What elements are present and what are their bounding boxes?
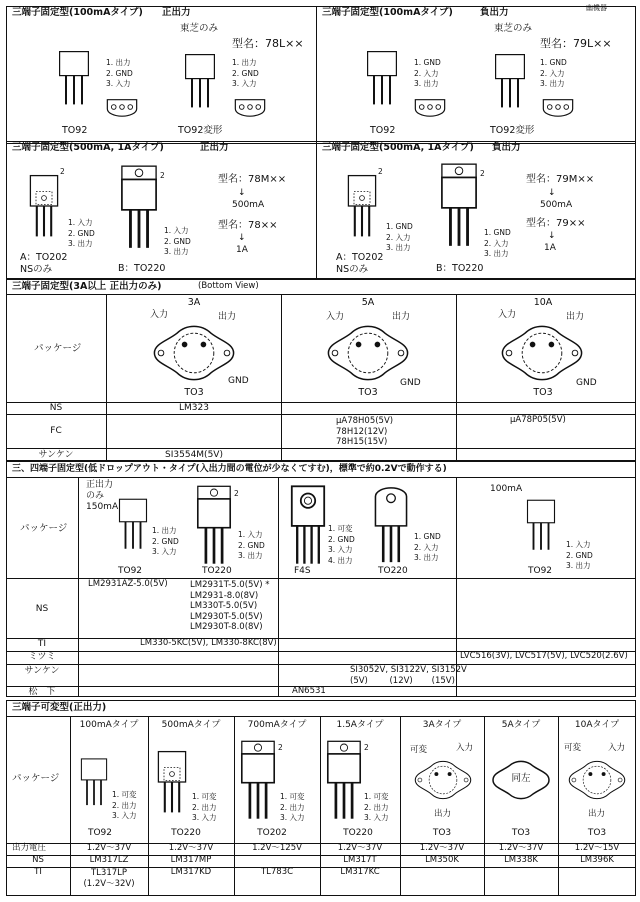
part-number: LM396K: [580, 855, 614, 865]
package-label: A：TO202 NSのみ: [336, 252, 384, 275]
current-rating: 500mA: [232, 200, 265, 210]
polarity-label: 正出力: [200, 142, 229, 153]
row-label-package: パッケージ: [34, 343, 82, 354]
toshiba-only-note: 東芝のみ: [494, 23, 533, 34]
f4s-package-icon: [290, 484, 326, 566]
row-label-package: パッケージ: [12, 773, 60, 784]
section-title: 三端子固定型(100mAタイプ): [322, 7, 453, 18]
part-number: LM323: [179, 403, 209, 413]
part-number: TL783C: [260, 867, 294, 877]
pin-list: 1. GND 2. 入力 3. 出力: [386, 222, 413, 252]
part-number: LM2931T-5.0(5V) * LM2931-8.0(8V) LM330T-5.0(5V) LM2930T-5.0(5V) LM2930T-8.0(8V): [190, 580, 270, 632]
pin-in-label: 入力: [150, 310, 169, 320]
section-title: 三端子固定型(500mA, 1Aタイプ): [322, 142, 474, 153]
model-name: 型名：78××: [218, 220, 278, 231]
pin-out-label: 出力: [218, 312, 237, 322]
table-rule: [234, 716, 235, 896]
to92-variant-package-icon: [494, 40, 526, 122]
pin-list: 1. 可変 2. 出力 3. 入力: [192, 792, 217, 822]
package-label: TO202: [257, 828, 287, 838]
pin-list: 1. 可変 2. GND 3. 入力 4. 出力: [328, 524, 355, 565]
part-number: TL317LP (1.2V～32V): [83, 868, 135, 889]
model-name: 型名：79M××: [526, 174, 595, 185]
pin2-mark: 2: [60, 167, 65, 176]
to202-package-icon: [156, 740, 188, 824]
to92-package-icon: [118, 484, 148, 564]
pin-list: 1. 入力 2. GND 3. 出力: [566, 540, 593, 570]
maker-label: TI: [34, 867, 42, 877]
to3-package-icon: [410, 756, 476, 804]
model-name: 型名：78M××: [218, 174, 287, 185]
pin-in-label: 入力: [326, 312, 345, 322]
pin-in-label: 入力: [608, 743, 626, 753]
table-rule: [6, 294, 636, 295]
table-rule: [281, 294, 282, 461]
to220-package-icon: [196, 482, 232, 568]
part-number: LM330-5KC(5V), LM330-8KC(8V): [140, 638, 277, 648]
type-col-header: 500mAタイプ: [161, 720, 221, 730]
maker-label: 松 下: [28, 687, 56, 697]
to92-bottom-view-icon: [408, 96, 452, 118]
part-number: LM350K: [425, 855, 459, 865]
to220-package-icon: [240, 736, 276, 824]
model-name: 型名：78L××: [232, 37, 304, 50]
polarity-label: 負出力: [492, 142, 521, 153]
to92-bottom-view-icon: [536, 96, 580, 118]
output-voltage: 1.2V～15V: [574, 843, 620, 853]
row-label: 出力電圧: [12, 843, 47, 853]
table-rule: [456, 294, 457, 461]
bottom-view-note: (Bottom View): [198, 281, 259, 291]
part-number: LM2931AZ-5.0(5V): [88, 579, 168, 589]
part-number: LM317KC: [340, 867, 380, 877]
maker-label: TI: [37, 639, 47, 649]
package-label: B：TO220: [118, 263, 166, 274]
pin-list: 1. GND 2. 入力 3. 出力: [484, 228, 511, 258]
pin-gnd-label: GND: [576, 378, 597, 388]
maker-label: ミツミ: [28, 652, 56, 662]
current-col-header: 10A: [533, 297, 553, 308]
part-number: SI3052V, SI3122V, SI3152V (5V) (12V) (15V): [350, 665, 467, 686]
pin-list: 1. 入力 2. GND 3. 出力: [164, 226, 191, 256]
package-label: F4S: [294, 566, 311, 576]
package-label: TO220: [202, 566, 232, 576]
pin2-mark: 2: [160, 171, 165, 180]
current-col-header: 5A: [361, 297, 375, 308]
pin2-mark: 2: [234, 489, 239, 498]
to92-package-icon: [366, 36, 398, 120]
pin2-mark: 2: [364, 743, 369, 752]
package-label: TO3: [358, 387, 378, 398]
part-number: LM317MP: [170, 855, 212, 865]
to92-variant-package-icon: [184, 40, 216, 122]
table-rule: [106, 294, 107, 461]
package-label: TO92: [62, 125, 88, 136]
table-rule: [6, 716, 636, 717]
package-label: TO3: [184, 387, 204, 398]
part-number: μA78P05(5V): [510, 415, 566, 425]
row-label-package: パッケージ: [20, 523, 68, 534]
pin-list: 1. 可変 2. 出力 3. 入力: [112, 790, 137, 820]
current-rating: 500mA: [540, 200, 573, 210]
to92-bottom-view-icon: [228, 96, 272, 118]
package-label: TO92: [87, 828, 113, 838]
package-label: TO3: [432, 828, 452, 838]
pin-out-label: 出力: [588, 809, 606, 819]
section-title: 三端子固定型(100mAタイプ): [12, 7, 143, 18]
pin-out-label: 出力: [392, 312, 411, 322]
polarity-label: 負出力: [480, 7, 509, 18]
section-title: 三端子可変型(正出力): [12, 702, 107, 713]
pin-list: 1. 可変 2. 出力 3. 入力: [364, 792, 389, 822]
pin-list: 1. 可変 2. 出力 3. 入力: [280, 792, 305, 822]
pin-list: 1. GND 2. 入力 3. 出力: [540, 58, 567, 88]
table-rule: [6, 402, 636, 403]
output-voltage: 1.2V～37V: [168, 843, 214, 853]
pin-gnd-label: GND: [400, 378, 421, 388]
table-rule: [484, 716, 485, 896]
part-number: LM317LZ: [89, 855, 129, 865]
top-right-mark: 幽機器: [586, 4, 607, 12]
package-label: TO92: [118, 566, 143, 576]
maker-label: NS: [32, 855, 44, 865]
to3-package-icon: [564, 756, 630, 804]
package-label: TO3: [511, 828, 531, 838]
part-number: LM317T: [343, 855, 377, 865]
current-note: 100mA: [490, 484, 523, 494]
pin-adj-label: 可変: [564, 743, 582, 753]
type-col-header: 700mAタイプ: [247, 720, 307, 730]
output-voltage: 1.2V～37V: [86, 843, 132, 853]
package-label: TO220: [378, 566, 408, 576]
current-rating: 1A: [236, 245, 248, 255]
output-voltage: 1.2V～37V: [337, 843, 383, 853]
pin-out-label: 出力: [566, 312, 585, 322]
to220-package-icon: [372, 484, 410, 566]
table-rule: [6, 477, 636, 478]
to220-package-icon: [326, 736, 362, 824]
model-name: 型名：79L××: [540, 37, 612, 50]
pin-list: 1. 出力 2. GND 3. 入力: [232, 58, 259, 88]
pin-gnd-label: GND: [228, 376, 249, 386]
type-col-header: 100mAタイプ: [79, 720, 139, 730]
pin-list: 1. 出力 2. GND 3. 入力: [152, 526, 179, 556]
part-number: LM338K: [504, 855, 538, 865]
pin-list: 1. 入力 2. GND 3. 出力: [68, 218, 95, 248]
pin-list: 1. GND 2. 入力 3. 出力: [414, 532, 441, 562]
current-col-header: 3A: [187, 297, 201, 308]
maker-label: サンケン: [24, 666, 60, 676]
divider: [316, 141, 317, 279]
part-number: μA78H05(5V) 78H12(12V) 78H15(15V): [336, 416, 394, 447]
positive-only-note: 正出力 のみ 150mA: [86, 480, 119, 512]
package-label: TO220: [343, 828, 373, 838]
section-title: 三、四端子固定型(低ドロップアウト・タイプ(入出力間の電位が少なくてすむ)，標準で約0.2Vで動作する): [12, 464, 447, 474]
type-col-header: 1.5Aタイプ: [336, 720, 384, 730]
section-title: 三端子固定型(3A以上 正出力のみ): [12, 281, 162, 292]
package-label: TO220: [171, 828, 201, 838]
table-rule: [148, 716, 149, 896]
pin2-mark: 2: [480, 169, 485, 178]
polarity-label: 正出力: [162, 7, 191, 18]
pin2-mark: 2: [278, 743, 283, 752]
package-label: B：TO220: [436, 263, 484, 274]
pin-in-label: 入力: [456, 743, 474, 753]
package-label: TO92: [528, 566, 553, 576]
type-col-header: 5Aタイプ: [501, 720, 541, 730]
divider: [316, 6, 317, 144]
package-label: TO92: [370, 125, 396, 136]
to202-package-icon: [28, 166, 60, 246]
package-label: A：TO202 NSのみ: [20, 252, 68, 275]
part-number: AN6531: [292, 686, 326, 696]
table-rule: [558, 716, 559, 896]
to202-package-icon: [346, 166, 378, 246]
to92-package-icon: [526, 486, 556, 564]
table-rule: [320, 716, 321, 896]
current-rating: 1A: [544, 243, 556, 253]
pin-out-label: 出力: [434, 809, 452, 819]
pin2-mark: 2: [378, 167, 383, 176]
table-rule: [70, 716, 71, 896]
pin-list: 1. 入力 2. GND 3. 出力: [238, 530, 265, 560]
to220-package-icon: [120, 160, 158, 254]
part-number: LVC516(3V), LVC517(5V), LVC520(2.6V): [460, 651, 628, 661]
toshiba-only-note: 東芝のみ: [180, 23, 219, 34]
to220-package-icon: [440, 158, 478, 252]
table-rule: [6, 638, 636, 639]
model-name: 型名：79××: [526, 218, 586, 229]
section-title: 三端子固定型(500mA, 1Aタイプ): [12, 142, 164, 153]
package-label: TO92変形: [178, 125, 223, 136]
maker-label: サンケン: [38, 450, 74, 460]
maker-label: NS: [35, 604, 49, 614]
output-voltage: 1.2V～37V: [498, 843, 544, 853]
to92-bottom-view-icon: [100, 96, 144, 118]
to92-package-icon: [58, 36, 90, 120]
to3-package-icon: [320, 320, 416, 386]
maker-label: FC: [50, 426, 62, 436]
package-label: TO3: [533, 387, 553, 398]
package-label: TO92変形: [490, 125, 535, 136]
to92-package-icon: [80, 740, 108, 824]
part-number: LM317KD: [170, 867, 212, 877]
table-rule: [6, 664, 636, 665]
same-as-left-note: 同左: [511, 773, 531, 784]
pin-list: 1. 出力 2. GND 3. 入力: [106, 58, 133, 88]
table-rule: [6, 448, 636, 449]
output-voltage: 1.2V～125V: [252, 843, 302, 853]
table-rule: [400, 716, 401, 896]
pin-list: 1. GND 2. 入力 3. 出力: [414, 58, 441, 88]
type-col-header: 3Aタイプ: [422, 720, 462, 730]
maker-label: NS: [49, 403, 63, 413]
to3-package-icon: [494, 320, 590, 386]
output-voltage: 1.2V～37V: [419, 843, 465, 853]
type-col-header: 10Aタイプ: [574, 720, 620, 730]
part-number: SI3554M(5V): [165, 450, 223, 460]
package-label: TO3: [587, 828, 607, 838]
pin-in-label: 入力: [498, 310, 517, 320]
pin-adj-label: 可変: [410, 745, 428, 755]
